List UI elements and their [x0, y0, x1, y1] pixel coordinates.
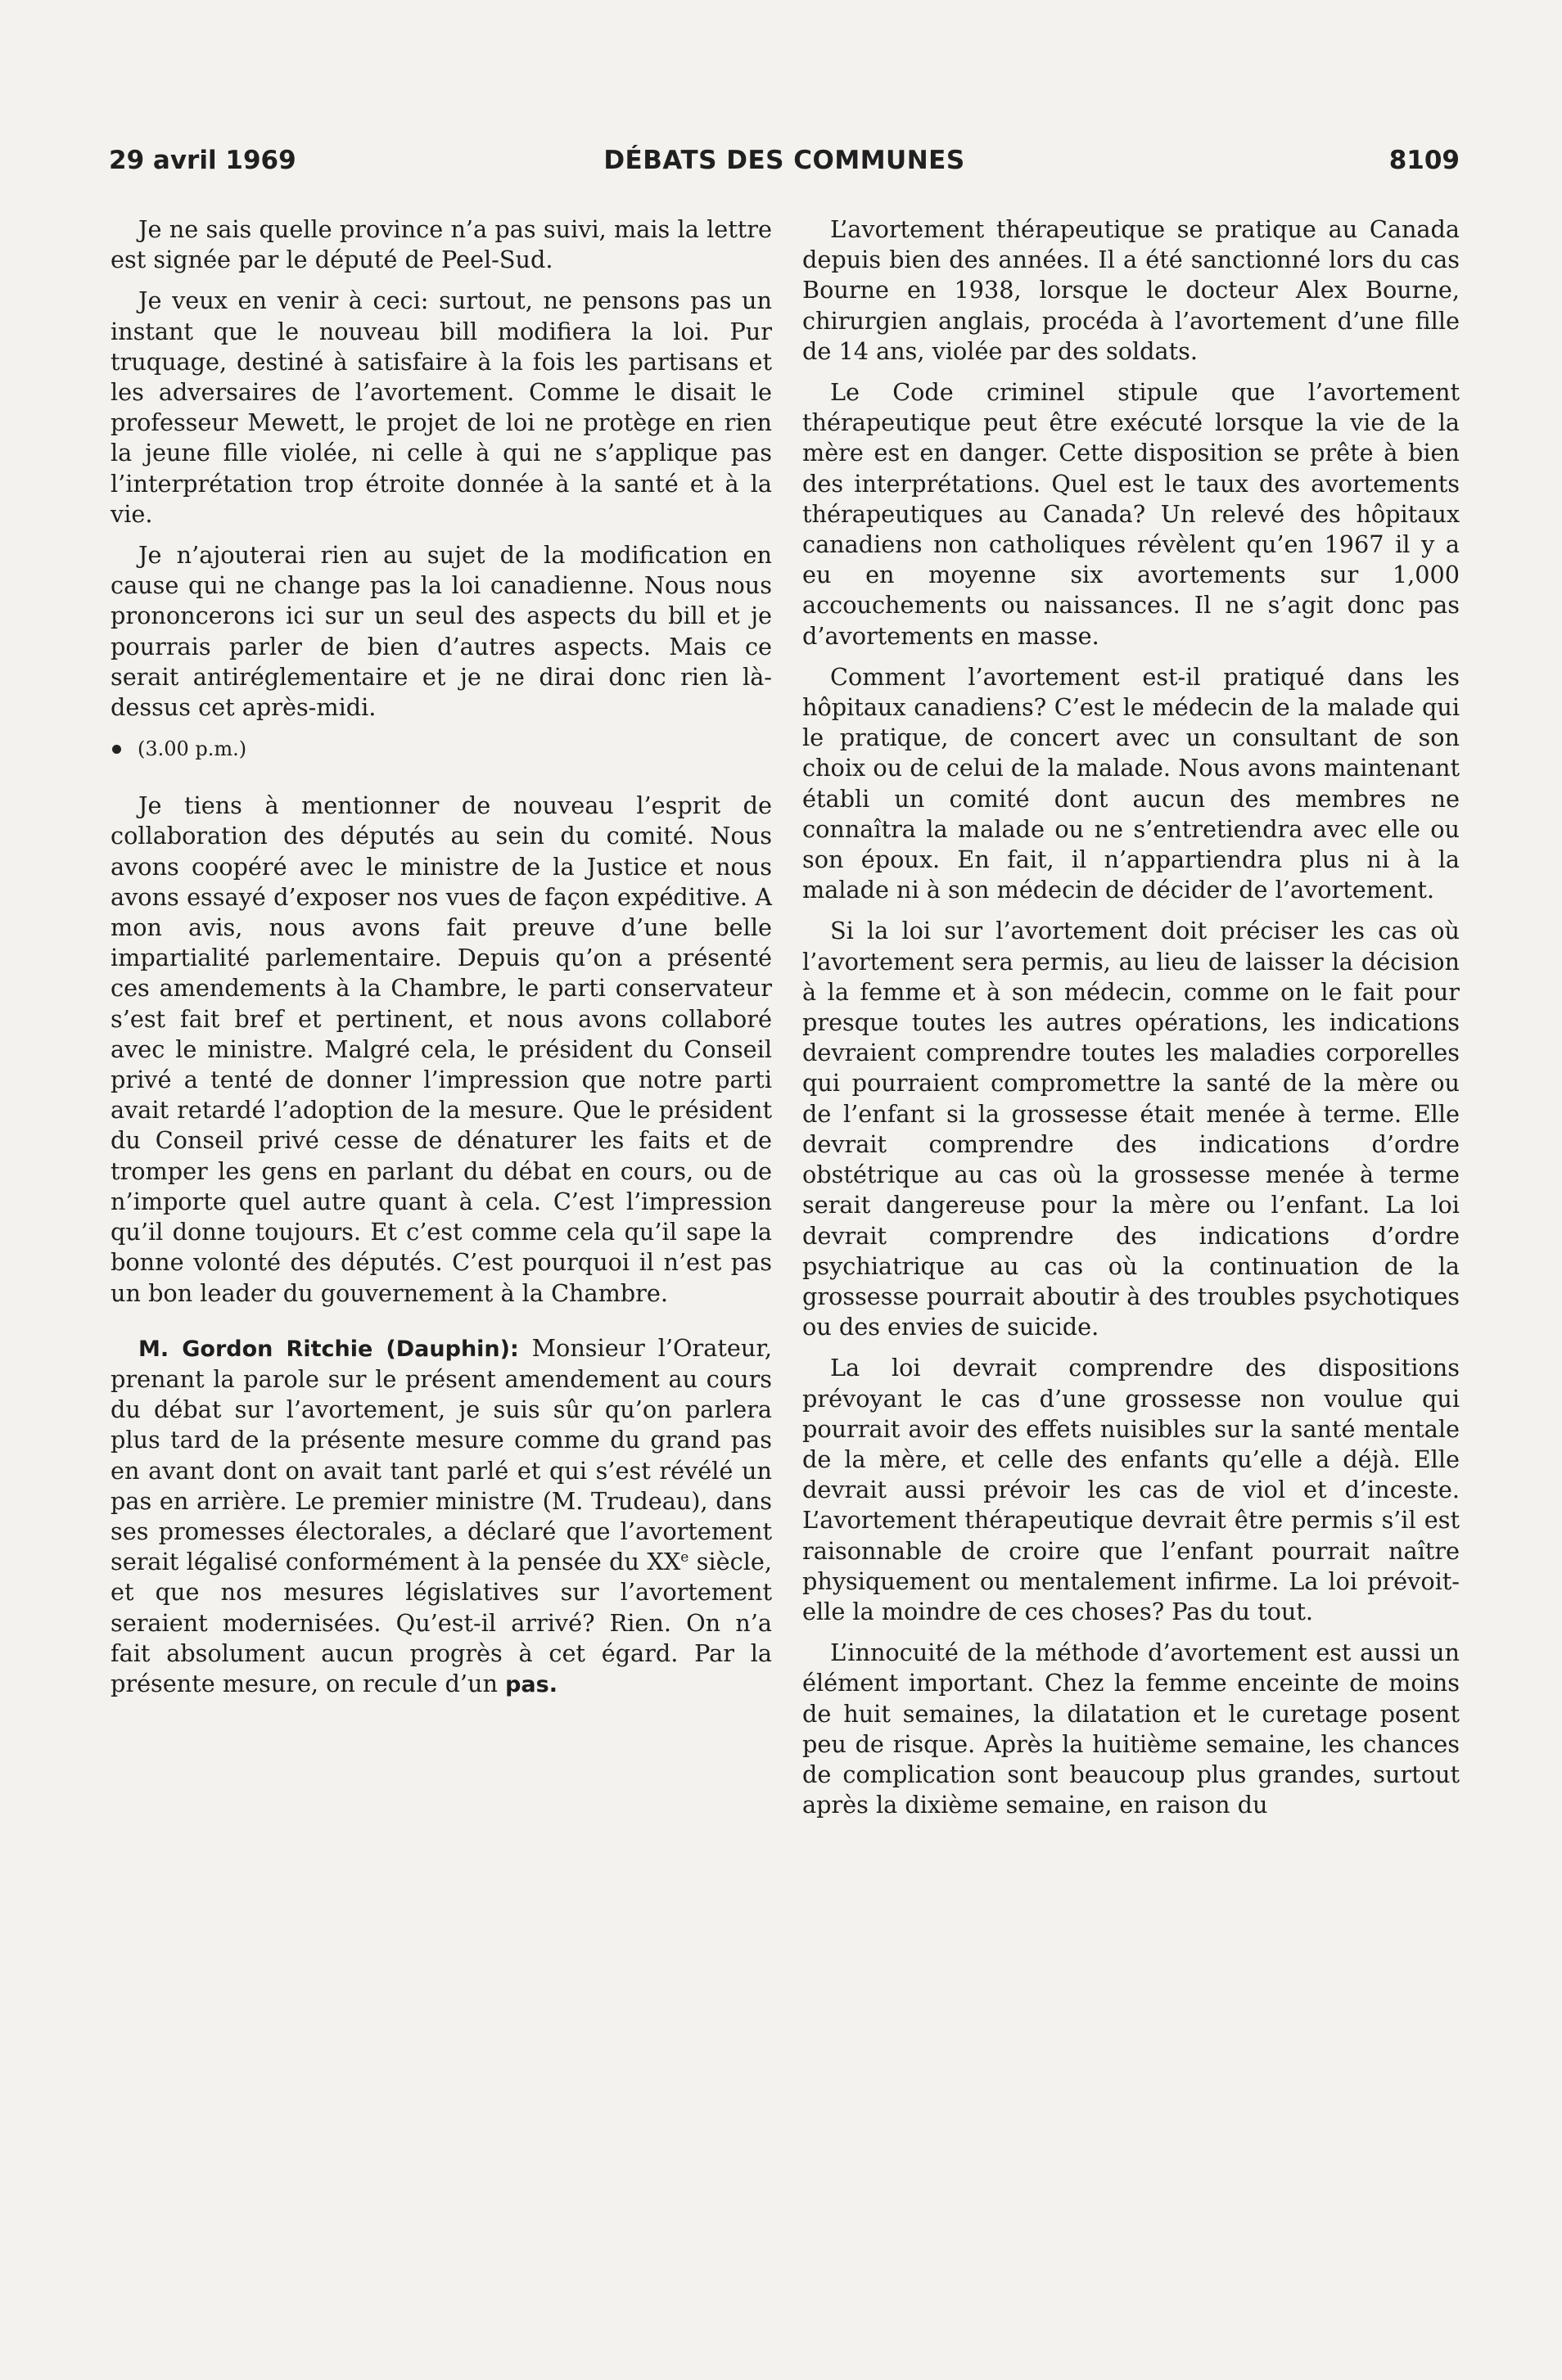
paragraph: Je n’ajouterai rien au sujet de la modification en cause qui ne change pas la loi canadienne. Nous nous prononcerons ici sur un seul des aspects du bill et je pourrais parler de bien d’autres aspects. Mais ce serait antiréglementaire et je ne dirai donc rien là-dessus cet après-midi.: [111, 541, 772, 722]
paragraph: Comment l’avortement est-il pratiqué dans les hôpitaux canadiens? C’est le médecin de la malade qui le pratique, de concert avec un consultant de son choix ou de celui de la malade. Nous avons maintenant établi un comité dont aucun des membres ne connaîtra la malade ou ne s’entretiendra avec elle ou son époux. En fait, il n’appartiendra plus ni à la malade ni à son médecin de décider de l’avortement.: [802, 662, 1460, 904]
superscript: e: [680, 1549, 689, 1566]
paragraph: Le Code criminel stipule que l’avortement thérapeutique peut être exécuté lorsque la vie de la mère est en danger. Cette disposition se prête à bien des interprétations. Quel est le taux des avortements thérapeutiques au Canada? Un relevé des hôpitaux canadiens non catholiques révèlent qu’en 1967 il y a eu en moyenne six avortements sur 1,000 accouchements ou naissances. Il ne s’agit donc pas d’avortements en masse.: [802, 378, 1460, 650]
right-column: [802, 214, 1460, 1820]
paragraph: L’avortement thérapeutique se pratique au Canada depuis bien des années. Il a été sanctionné lors du cas Bourne en 1938, lorsque le docteur Alex Bourne, chirurgien anglais, procéda à l’avortement d’une fille de 14 ans, violée par des soldats.: [802, 215, 1460, 365]
speech-text-end: pas.: [505, 1671, 558, 1697]
header-page-number: 8109: [1388, 146, 1460, 175]
left-column: [111, 214, 772, 1711]
paragraph: Je tiens à mentionner de nouveau l’esprit de collaboration des députés au sein du comité. Nous avons coopéré avec le ministre de la Justice et nous avons essayé d’exposer nos vues de façon expéditive. A mon avis, nous avons fait preuve d’une belle impartialité parlementaire. Depuis qu’on a présenté ces amendements à la Chambre, le parti conservateur s’est fait bref et pertinent, et nous avons collaboré avec le ministre. Malgré cela, le président du Conseil privé a tenté de donner l’impression que notre parti avait retardé l’adoption de la mesure. Que le président du Conseil privé cesse de dénaturer les faits et de tromper les gens en parlant du débat en cours, ou de n’importe quel autre quant à cela. C’est l’impression qu’il donne toujours. Et c’est comme cela qu’il sape la bonne volonté des députés. C’est pourquoi il n’est pas un bon leader du gouvernement à la Chambre.: [111, 791, 772, 1307]
paragraph: L’innocuité de la méthode d’avortement est aussi un élément important. Chez la femme enceinte de moins de huit semaines, la dilatation et le curetage posent peu de risque. Après la huitième semaine, les chances de complication sont beaucoup plus grandes, surtout après la dixième semaine, en raison du: [802, 1639, 1460, 1819]
speech-text-part-2: siècle, et que nos mesures législatives sur l’avortement seraient modernisées. Qu’est-il arrivé? Rien. On n’a fait absolument aucun progrès à cet égard. Par la présente mesure, on recule d’un: [111, 1548, 772, 1697]
paragraph: Si la loi sur l’avortement doit préciser les cas où l’avortement sera permis, au lieu de laisser la décision à la femme et à son médecin, comme on le fait pour presque toutes les autres opérations, les indications devraient comprendre toutes les maladies corporelles qui pourraient compromettre la santé de la mère ou de l’enfant si la grossesse était menée à terme. Elle devrait comprendre des indications d’ordre obstétrique au cas où la grossesse menée à terme serait dangereuse pour la mère ou l’enfant. La loi devrait comprendre des indications d’ordre psychiatrique au cas où la continuation de la grossesse pourrait aboutir à des troubles psychotiques ou des envies de suicide.: [802, 917, 1460, 1341]
page-header: [109, 146, 1460, 183]
paragraph: La loi devrait comprendre des dispositions prévoyant le cas d’une grossesse non voulue qui pourrait avoir des effets nuisibles sur la santé mentale de la mère, et celle des enfants qu’elle a déjà. Elle devrait aussi prévoir les cas de viol et d’inceste. L’avortement thérapeutique devrait être permis s’il est raisonnable de croire que l’enfant pourrait naître physiquement ou mentalement infirme. La loi prévoit-elle la moindre de ces choses? Pas du tout.: [802, 1354, 1460, 1625]
speech-paragraph: [111, 1333, 772, 1700]
bullet-icon: [112, 745, 121, 754]
header-date: 29 avril 1969: [109, 146, 296, 175]
paragraph: Je veux en venir à ceci: surtout, ne pensons pas un instant que le nouveau bill modifiera la loi. Pur truquage, destiné à satisfaire à la fois les partisans et les adversaires de l’avortement. Comme le disait le professeur Mewett, le projet de loi ne protège en rien la jeune fille violée, ni celle à qui ne s’applique pas l’interprétation trop étroite donnée à la santé et à la vie.: [111, 286, 772, 528]
header-title: DÉBATS DES COMMUNES: [603, 146, 965, 175]
paragraph: Je ne sais quelle province n’a pas suivi, mais la lettre est signée par le député de Peel-Sud.: [111, 215, 772, 274]
speaker-name: M. Gordon Ritchie (Dauphin):: [138, 1336, 519, 1362]
speech-text-part-1: Monsieur l’Orateur, prenant la parole sur le présent amendement au cours du débat sur l’avortement, je suis sûr qu’on parlera plus tard de la présente mesure comme du grand pas en avant dont on avait tant parlé et qui s’est révélé un pas en arrière. Le premier ministre (M. Trudeau), dans ses promesses électorales, a déclaré que l’avortement serait légalisé conformément à la pensée du XX: [111, 1333, 773, 1576]
time-marker: [111, 734, 772, 764]
time-marker-text: (3.00 p.m.): [138, 737, 247, 761]
